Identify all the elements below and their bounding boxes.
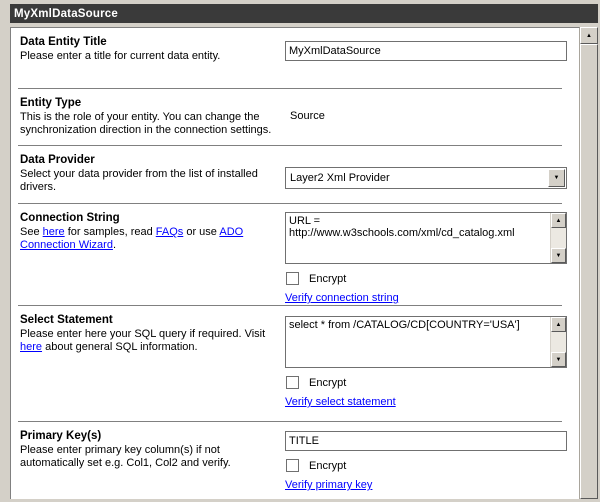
- data-provider-label-block: [20, 154, 282, 203]
- select-statement-label-block: [20, 314, 282, 421]
- up-arrow-icon: ▲: [586, 32, 592, 39]
- select-statement-textarea[interactable]: [286, 317, 550, 367]
- data-provider-description: Select your data provider from the list of installed drivers.: [20, 168, 258, 193]
- down-arrow-icon: ▼: [555, 252, 562, 259]
- desc-text: .: [112, 239, 116, 251]
- desc-text: See: [20, 226, 43, 238]
- section-connection-string: [11, 204, 579, 305]
- encrypt-option[interactable]: [285, 272, 567, 285]
- scroll-down-button[interactable]: [551, 352, 566, 367]
- verify-select-statement-link[interactable]: Verify select statement: [285, 396, 396, 408]
- desc-text: about general SQL information.: [42, 341, 198, 353]
- connection-string-textarea[interactable]: [286, 213, 550, 263]
- encrypt-checkbox[interactable]: [286, 272, 299, 285]
- scroll-up-button[interactable]: [551, 317, 566, 332]
- connection-string-heading: Connection String: [20, 212, 120, 224]
- encrypt-checkbox[interactable]: [286, 376, 299, 389]
- here-link[interactable]: here: [20, 341, 43, 353]
- primary-keys-heading: Primary Key(s): [20, 430, 102, 442]
- scroll-down-button[interactable]: [551, 248, 566, 263]
- section-data-provider: [11, 146, 579, 203]
- connection-string-field: [285, 212, 567, 264]
- select-statement-field: [285, 316, 567, 368]
- primary-keys-controls: [282, 430, 567, 499]
- connection-string-description: [20, 226, 274, 252]
- entity-type-controls: [282, 97, 567, 145]
- connection-string-controls: [282, 212, 567, 305]
- encrypt-label: Encrypt: [309, 459, 347, 472]
- dialog-body: [10, 27, 598, 499]
- scroll-up-button[interactable]: [551, 213, 566, 228]
- select-statement-controls: [282, 314, 567, 421]
- encrypt-option[interactable]: [285, 376, 567, 389]
- chevron-down-icon: ▼: [553, 175, 560, 181]
- section-select-statement: [11, 306, 579, 421]
- entity-type-value: Source: [290, 110, 325, 122]
- entity-type-label-block: [20, 97, 282, 145]
- primary-keys-label-block: [20, 430, 282, 499]
- entity-type-description: This is the role of your entity. You can change the synchronization direction in the connection settings.: [20, 111, 272, 136]
- textarea-scrollbar[interactable]: [550, 317, 566, 367]
- faqs-link[interactable]: FAQs: [155, 226, 184, 238]
- select-statement-heading: Select Statement: [20, 314, 113, 326]
- encrypt-label: Encrypt: [309, 376, 347, 389]
- scrollbar-thumb[interactable]: [580, 44, 598, 499]
- desc-text: or use: [183, 226, 220, 238]
- up-arrow-icon: ▲: [555, 217, 562, 224]
- verify-connection-string-link[interactable]: Verify connection string: [285, 292, 399, 304]
- desc-text: Please enter here your SQL query if required. Visit: [20, 328, 266, 340]
- encrypt-label: Encrypt: [309, 272, 347, 285]
- data-provider-heading: Data Provider: [20, 154, 95, 166]
- verify-primary-key-link[interactable]: Verify primary key: [285, 479, 373, 491]
- scroll-up-button[interactable]: [580, 27, 598, 44]
- entity-type-heading: Entity Type: [20, 97, 82, 109]
- up-arrow-icon: ▲: [555, 321, 562, 328]
- down-arrow-icon: ▼: [555, 356, 562, 363]
- encrypt-checkbox[interactable]: [286, 459, 299, 472]
- data-entity-title-input[interactable]: [285, 41, 567, 61]
- data-provider-controls: [282, 154, 567, 203]
- title-bar: [10, 4, 598, 23]
- desc-text: for samples, read: [64, 226, 156, 238]
- section-primary-keys: [11, 422, 579, 499]
- encrypt-option[interactable]: [285, 459, 567, 472]
- data-provider-selected-value: Layer2 Xml Provider: [290, 172, 390, 184]
- data-entity-title-controls: [282, 36, 567, 88]
- ado-connection-wizard-link[interactable]: ADO Connection Wizard: [20, 226, 244, 251]
- primary-keys-input[interactable]: [285, 431, 567, 451]
- data-entity-title-heading: Data Entity Title: [20, 36, 107, 48]
- select-statement-description: [20, 328, 274, 354]
- section-data-entity-title: [11, 28, 579, 88]
- data-provider-dropdown[interactable]: [285, 167, 567, 189]
- primary-keys-description: Please enter primary key column(s) if not automatically set e.g. Col1, Col2 and verify.: [20, 444, 231, 469]
- textarea-scrollbar[interactable]: [550, 213, 566, 263]
- section-entity-type: [11, 89, 579, 145]
- data-entity-title-label-block: [20, 36, 282, 88]
- content-area: [10, 27, 580, 499]
- data-entity-title-description: Please enter a title for current data entity.: [20, 50, 221, 62]
- window-title: MyXmlDataSource: [14, 7, 118, 20]
- dropdown-button[interactable]: [548, 169, 565, 187]
- vertical-scrollbar[interactable]: [580, 27, 598, 499]
- here-link[interactable]: here: [42, 226, 65, 238]
- connection-string-label-block: [20, 212, 282, 305]
